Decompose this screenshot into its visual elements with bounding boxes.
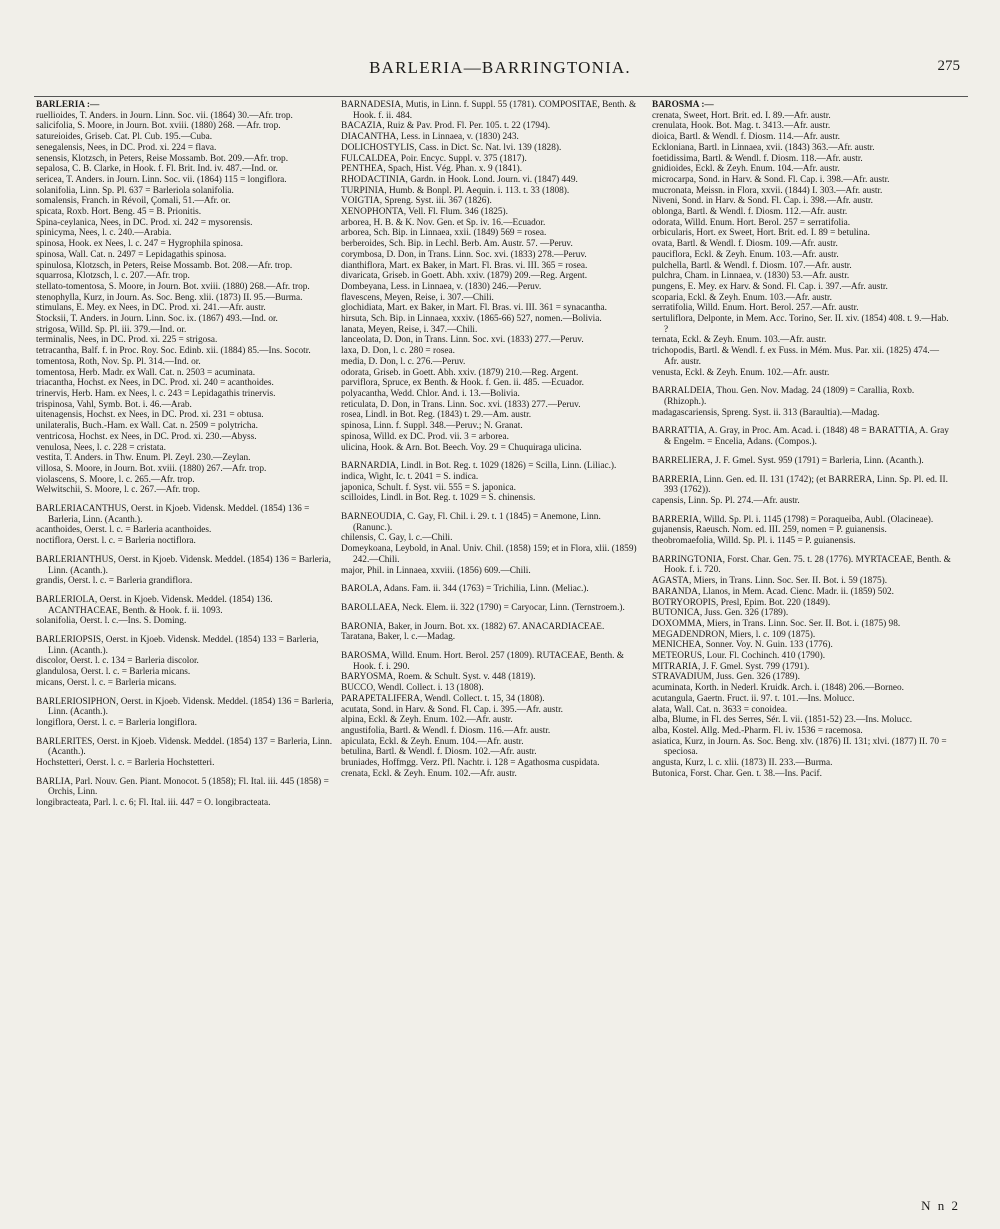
- index-entry: BARNADESIA, Mutis, in Linn. f. Suppl. 55 (1781). COMPOSITAE, Benth. & Hook. f. ii. 484.: [341, 100, 637, 121]
- index-entry: trinervis, Herb. Ham. ex Nees, l. c. 243 = Lepidagathis trinervis.: [36, 388, 276, 399]
- index-entry: major, Phil. in Linnaea, xxviii. (1856) 609.—Chili.: [341, 565, 531, 576]
- index-entry: scoparia, Eckl. & Zeyh. Enum. 103.—Afr. austr.: [652, 292, 832, 303]
- index-entry: Ecklonianа, Bartl. in Linnaea, xvii. (1843) 363.—Afr. austr.: [652, 142, 875, 153]
- index-entry: berberoides, Sch. Bip. in Lechl. Berb. Am. Austr. 57. —Peruv.: [341, 239, 573, 250]
- index-entry: venulosa, Nees, l. c. 228 = cristata.: [36, 442, 166, 453]
- index-entry: acuminata, Korth. in Nederl. Kruidk. Arch. i. (1848) 206.—Borneo.: [652, 683, 904, 694]
- index-entry: spinosa, Linn. f. Suppl. 348.—Peruv.; N. Granat.: [341, 421, 523, 432]
- index-entry: Stocksii, T. Anders. in Journ. Linn. Soc. ix. (1867) 493.—Ind. or.: [36, 314, 278, 325]
- index-entry: ovata, Bartl. & Wendl. f. Diosm. 109.—Afr. austr.: [652, 239, 838, 250]
- index-entry: senegalensis, Nees, in DC. Prod. xi. 224 = flava.: [36, 142, 217, 153]
- index-entry: spinosa, Wall. Cat. n. 2497 = Lepidagathis spinosa.: [36, 249, 227, 260]
- index-entry: ventricosa, Hochst. ex Nees, in DC. Prod. xi. 230.—Abyss.: [36, 431, 257, 442]
- index-entry: BARLERIOSIPHON, Oerst. in Kjoeb. Vidensk. Meddel. (1854) 136 = Barleria, Linn. (Acanth.).: [36, 696, 334, 718]
- index-entry: BARRERIA, Linn. Gen. ed. II. 131 (1742); (et BARRERA, Linn. Sp. Pl. ed. II. 393 (1762)).: [652, 474, 948, 496]
- index-entry: MITRARIA, J. F. Gmel. Syst. 799 (1791).: [652, 661, 810, 672]
- index-entry: odorata, Griseb. in Goett. Abh. xxiv. (1879) 210.—Reg. Argent.: [341, 367, 579, 378]
- index-entry: capensis, Linn. Sp. Pl. 274.—Afr. austr.: [652, 495, 800, 506]
- index-entry: acutata, Sond. in Harv. & Sond. Fl. Cap. i. 395.—Afr. austr.: [341, 704, 563, 715]
- index-entry: somalensis, Franch. in Révoil, Çomali, 51.—Afr. or.: [36, 196, 231, 207]
- index-entry: divaricata, Griseb. in Goett. Abh. xxiv. (1879) 209.—Reg. Argent.: [341, 271, 588, 282]
- index-entry: pulchra, Cham. in Linnaea, v. (1830) 53.—Afr. austr.: [652, 271, 850, 282]
- index-entry: terminalis, Nees, in DC. Prod. xi. 225 = strigosa.: [36, 335, 218, 346]
- index-entry: Welwitschii, S. Moore, l. c. 267.—Afr. trop.: [36, 485, 200, 496]
- index-entry: Butonica, Forst. Char. Gen. t. 38.—Ins. Pacif.: [652, 768, 822, 779]
- index-entry: stellato-tomentosa, S. Moore, in Journ. Bot. xviii. (1880) 268.—Afr. trop.: [36, 281, 310, 292]
- index-entry: noctiflora, Oerst. l. c. = Barleria noctiflora.: [36, 536, 196, 547]
- index-entry: orbicularis, Hort. ex Sweet, Hort. Brit. ed. I. 89 = betulina.: [652, 228, 870, 239]
- index-entry: dioica, Bartl. & Wendl. f. Diosm. 114.—Afr. austr.: [652, 132, 841, 143]
- index-entry: micans, Oerst. l. c. = Barleria micans.: [36, 677, 177, 688]
- header-rule: [34, 96, 968, 97]
- index-entry: glandulosa, Oerst. l. c. = Barleria micans.: [36, 667, 191, 678]
- index-entry: BARYOSMA, Roem. & Schult. Syst. v. 448 (1819).: [341, 672, 536, 683]
- index-entry: media, D. Don, l. c. 276.—Peruv.: [341, 356, 466, 367]
- index-entry: Spina-ceylanica, Nees, in DC. Prod. xi. 242 = mysorensis.: [36, 217, 253, 228]
- index-entry: gujanensis, Raeusch. Nom. ed. III. 259, nomen = P. guianensis.: [652, 525, 887, 536]
- index-entry: BARRELIERA, J. F. Gmel. Syst. 959 (1791) = Barleria, Linn. (Acanth.).: [652, 455, 924, 466]
- index-entry: ruellioides, T. Anders. in Journ. Linn. Soc. vii. (1864) 30.—Afr. trop.: [36, 110, 293, 121]
- index-entry: spinicyma, Nees, l. c. 240.—Arabia.: [36, 228, 172, 239]
- index-entry: PARAPETALIFERA, Wendl. Collect. t. 15, 34 (1808).: [341, 693, 545, 704]
- index-entry: corymbosa, D. Don, in Trans. Linn. Soc. xvi. (1833) 278.—Peruv.: [341, 249, 587, 260]
- index-entry: Dombeyana, Less. in Linnaea, v. (1830) 246.—Peruv.: [341, 281, 542, 292]
- index-entry: trispinosa, Vahl, Symb. Bot. i. 46.—Arab.: [36, 399, 192, 410]
- index-entry: DOLICHOSTYLIS, Cass. in Dict. Sc. Nat. lvi. 139 (1828).: [341, 142, 562, 153]
- index-entry: BARRALDEIA, Thou. Gen. Nov. Madag. 24 (1809) = Carallia, Roxb. (Rhizoph.).: [652, 386, 915, 407]
- index-entry: acanthoides, Oerst. l. c. = Barleria acanthoides.: [36, 525, 212, 536]
- index-entry: arborea, Sch. Bip. in Linnaea, xxii. (1849) 569 = rosea.: [341, 228, 547, 239]
- index-entry: laxa, D. Don, l. c. 280 = rosea.: [341, 346, 455, 357]
- index-entry: BARANDA, Llanos, in Mem. Acad. Cienc. Madr. ii. (1859) 502.: [652, 586, 894, 597]
- index-entry: arborea, H. B. & K. Nov. Gen. et Sp. iv. 16.—Ecuador.: [341, 217, 546, 228]
- index-entry: BAROSMA, Willd. Enum. Hort. Berol. 257 (1809). RUTACEAE, Benth. & Hook. f. i. 290.: [341, 651, 625, 672]
- index-entry: reticulata, D. Don, in Trans. Linn. Soc. xvi. (1833) 277.—Peruv.: [341, 399, 581, 410]
- index-entry: AGASTA, Miers, in Trans. Linn. Soc. Ser. II. Bot. i. 59 (1875).: [652, 576, 888, 587]
- index-entry: microcarpa, Sond. in Harv. & Sond. Fl. Cap. i. 398.—Afr. austr.: [652, 174, 890, 185]
- index-entry: BUCCO, Wendl. Collect. i. 13 (1808).: [341, 683, 484, 694]
- index-entry: VOIGTIA, Spreng. Syst. iii. 367 (1826).: [341, 196, 492, 207]
- index-entry: venusta, Eckl. & Zeyh. Enum. 102.—Afr. austr.: [652, 367, 830, 378]
- index-entry: BARNEOUDIA, C. Gay, Fl. Chil. i. 29. t. 1 (1845) = Anemone, Linn. (Ranunc.).: [341, 512, 601, 533]
- index-entry: apiculata, Eckl. & Zeyh. Enum. 104.—Afr. austr.: [341, 736, 524, 747]
- index-entry: BACAZIA, Ruiz & Pav. Prod. Fl. Per. 105. t. 22 (1794).: [341, 121, 551, 132]
- index-entry: theobromaefolia, Willd. Sp. Pl. i. 1145 = P. guianensis.: [652, 536, 856, 547]
- index-entry: angustifolia, Bartl. & Wendl. f. Diosm. 116.—Afr. austr.: [341, 725, 551, 736]
- index-entry: BUTONICA, Juss. Gen. 326 (1789).: [652, 608, 789, 619]
- index-entry: TURPINIA, Humb. & Bonpl. Pl. Aequin. i. 113. t. 33 (1808).: [341, 185, 570, 196]
- index-entry: crenulata, Hook. Bot. Mag. t. 3413.—Afr. austr.: [652, 121, 831, 132]
- index-entry: tomentosa, Herb. Madr. ex Wall. Cat. n. 2503 = acuminata.: [36, 367, 256, 378]
- index-entry: chilensis, C. Gay, l. c.—Chili.: [341, 533, 453, 544]
- index-entry: spinulosa, Klotzsch, in Peters, Reise Mossamb. Bot. 208.—Afr. trop.: [36, 260, 293, 271]
- index-entry: odorata, Willd. Enum. Hort. Berol. 257 = serratifolia.: [652, 217, 851, 228]
- index-entry: BAROLA, Adans. Fam. ii. 344 (1763) = Trichilia, Linn. (Meliac.).: [341, 584, 589, 595]
- index-entry: sertuliflora, Delponte, in Mem. Acc. Torino, Ser. II. xiv. (1854) 408. t. 9.—Hab. ?: [652, 314, 949, 335]
- index-entry: BAROSMA :—: [652, 100, 714, 110]
- index-entry: BAROLLAEA, Neck. Elem. ii. 322 (1790) = Caryocar, Linn. (Ternstroem.).: [341, 602, 625, 613]
- index-entry: acutangula, Gaertn. Fruct. ii. 97. t. 101.—Ins. Molucc.: [652, 693, 855, 704]
- index-entry: angusta, Kurz, l. c. xlii. (1873) II. 233.—Burma.: [652, 758, 833, 769]
- index-entry: tomentosa, Roth, Nov. Sp. Pl. 314.—Ind. or.: [36, 356, 201, 367]
- index-entry: hirsuta, Sch. Bip. in Linnaea, xxxiv. (1865-66) 527, nomen.—Bolivia.: [341, 314, 602, 325]
- index-entry: japonica, Schult. f. Syst. vii. 555 = S. japonica.: [341, 482, 516, 493]
- index-entry: stenophylla, Kurz, in Journ. As. Soc. Beng. xlii. (1873) II. 95.—Burma.: [36, 292, 303, 303]
- index-entry: FULCALDEA, Poir. Encyc. Suppl. v. 375 (1817).: [341, 153, 527, 164]
- index-entry: alata, Wall. Cat. n. 3633 = conoidea.: [652, 704, 788, 715]
- index-entry: BARRATTIA, A. Gray, in Proc. Am. Acad. i. (1848) 48 = BARATTIA, A. Gray & Engelm. = Encelia, Adans. (Compos.).: [652, 426, 949, 448]
- index-entry: rosea, Lindl. in Bot. Reg. (1843) t. 29.—Am. austr.: [341, 410, 532, 421]
- index-entry: alba, Kostel. Allg. Med.-Pharm. Fl. iv. 1536 = racemosa.: [652, 725, 863, 736]
- index-entry: strigosa, Willd. Sp. Pl. iii. 379.—Ind. or.: [36, 324, 187, 335]
- index-entry: discolor, Oerst. l. c. 134 = Barleria discolor.: [36, 656, 199, 667]
- index-entry: vestita, T. Anders. in Thw. Enum. Pl. Zeyl. 230.—Zeylan.: [36, 453, 251, 464]
- index-entry: stimulans, E. Mey. ex Nees, in DC. Prod. xi. 241.—Afr. austr.: [36, 303, 266, 314]
- index-entry: BOTRYOROPIS, Presl, Epim. Bot. 220 (1849).: [652, 597, 831, 608]
- index-entry: uitenagensis, Hochst. ex Nees, in DC. Prod. xi. 231 = obtusa.: [36, 410, 264, 421]
- index-entry: salicifolia, S. Moore, in Journ. Bot. xviii. (1880) 268. —Afr. trop.: [36, 121, 281, 132]
- index-entry: BARLERIOLA, Oerst. in Kjoeb. Vidensk. Meddel. (1854) 136. ACANTHACEAE, Benth. & Hook. f. ii. 1093.: [36, 594, 273, 616]
- index-entry: pauciflora, Eckl. & Zeyh. Enum. 103.—Afr. austr.: [652, 249, 839, 260]
- index-entry: satureioides, Griseb. Cat. Pl. Cub. 195.—Cuba.: [36, 132, 213, 143]
- running-title: BARLERIA—BARRINGTONIA.: [369, 58, 631, 77]
- index-entry: XENOPHONTA, Vell. Fl. Flum. 346 (1825).: [341, 207, 508, 218]
- index-entry: indica, Wight, Ic. t. 2041 = S. indica.: [341, 471, 479, 482]
- index-entry: solanifolia, Linn. Sp. Pl. 637 = Barleriola solanifolia.: [36, 185, 234, 196]
- index-entry: pulchella, Bartl. & Wendl. f. Diosm. 107.—Afr. austr.: [652, 260, 852, 271]
- index-entry: mucronata, Meissn. in Flora, xxvii. (1844) I. 303.—Afr. austr.: [652, 185, 883, 196]
- index-entry: Taratana, Baker, l. c.—Madag.: [341, 632, 456, 643]
- index-entry: lanceolata, D. Don, in Trans. Linn. Soc. xvi. (1833) 277.—Peruv.: [341, 335, 584, 346]
- index-entry: BARRINGTONIA, Forst. Char. Gen. 75. t. 28 (1776). MYRTACEAE, Benth. & Hook. f. i. 720.: [652, 554, 951, 576]
- page-header: [0, 58, 1000, 86]
- index-entry: villosa, S. Moore, in Journ. Bot. xviii. (1880) 267.—Afr. trop.: [36, 463, 267, 474]
- index-entry: DIACANTHA, Less. in Linnaea, v. (1830) 243.: [341, 132, 519, 143]
- index-entry: longibracteata, Parl. l. c. 6; Fl. Ital. iii. 447 = O. longibracteata.: [36, 798, 271, 809]
- index-entry: MEGADENDRON, Miers, l. c. 109 (1875).: [652, 629, 816, 640]
- index-entry: spinosa, Willd. ex DC. Prod. vii. 3 = arborea.: [341, 431, 509, 442]
- signature-mark: N n 2: [921, 1198, 960, 1213]
- index-entry: BARNARDIA, Lindl. in Bot. Reg. t. 1029 (1826) = Scilla, Linn. (Liliac.).: [341, 461, 617, 472]
- index-entry: BARLERITES, Oerst. in Kjoeb. Vidensk. Meddel. (1854) 137 = Barleria, Linn. (Acanth.).: [36, 736, 333, 758]
- index-entry: sericea, T. Anders. in Journ. Linn. Soc. vii. (1864) 115 = longiflora.: [36, 174, 287, 185]
- index-entry: foetidissima, Bartl. & Wendl. f. Diosm. 118.—Afr. austr.: [652, 153, 863, 164]
- index-entry: tetracantha, Balf. f. in Proc. Roy. Soc. Edinb. xii. (1884) 85.—Ins. Socotr.: [36, 346, 311, 357]
- index-entry: glochidiata, Mart. ex Baker, in Mart. Fl. Bras. vi. III. 361 = synacantha.: [341, 303, 607, 314]
- index-entry: spicata, Roxb. Hort. Beng. 45 = B. Prionitis.: [36, 207, 202, 218]
- column-right: [652, 100, 952, 779]
- index-entry: PENTHEA, Spach, Hist. Vég. Phan. x. 9 (1841).: [341, 164, 523, 175]
- index-entry: MENICHEA, Sonner. Voy. N. Guin. 133 (1776).: [652, 640, 833, 651]
- index-entry: BARONIA, Baker, in Journ. Bot. xx. (1882) 67. ANACARDIACEAE.: [341, 621, 605, 632]
- index-entry: BARLERIA :—: [36, 100, 100, 110]
- index-entry: BARLIA, Parl. Nouv. Gen. Piant. Monocot. 5 (1858); Fl. Ital. iii. 445 (1858) = Orchis, Linn.: [36, 776, 329, 798]
- index-entry: serratifolia, Willd. Enum. Hort. Berol. 257.—Afr. austr.: [652, 303, 859, 314]
- index-entry: ulicina, Hook. & Arn. Bot. Beech. Voy. 29 = Chuquiraga ulicina.: [341, 442, 582, 453]
- index-entry: Domeykoana, Leybold, in Anal. Univ. Chil. (1858) 159; et in Flora, xlii. (1859) 242.—Chili.: [341, 544, 637, 565]
- index-entry: pungens, E. Mey. ex Harv. & Sond. Fl. Cap. i. 397.—Afr. austr.: [652, 281, 888, 292]
- column-left: [36, 100, 336, 809]
- index-entry: RHODACTINIA, Gardn. in Hook. Lond. Journ. vi. (1847) 449.: [341, 174, 578, 185]
- index-entry: senensis, Klotzsch, in Peters, Reise Mossamb. Bot. 209.—Afr. trop.: [36, 153, 289, 164]
- index-entry: BARLERIACANTHUS, Oerst. in Kjoeb. Vidensk. Meddel. (1854) 136 = Barleria, Linn. (Acanth.).: [36, 504, 310, 525]
- index-entry: BARRERIA, Willd. Sp. Pl. i. 1145 (1798) = Poraqueiba, Aubl. (Olacineae).: [652, 514, 934, 525]
- index-entry: crenata, Eckl. & Zeyh. Enum. 102.—Afr. austr.: [341, 768, 517, 779]
- index-entry: trichopodis, Bartl. & Wendl. f. ex Fuss. in Mém. Mus. Par. xii. (1825) 474.—Afr. austr.: [652, 346, 940, 367]
- index-entry: BARLERIOPSIS, Oerst. in Kjoeb. Vidensk. Meddel. (1854) 133 = Barleria, Linn. (Acanth.).: [36, 635, 319, 656]
- index-entry: unilateralis, Buch.-Ham. ex Wall. Cat. n. 2509 = polytricha.: [36, 421, 258, 432]
- index-entry: squarrosa, Klotzsch, l. c. 207.—Afr. trop.: [36, 271, 190, 282]
- index-entry: lanata, Meyen, Reise, i. 347.—Chili.: [341, 324, 478, 335]
- index-entry: parviflora, Spruce, ex Benth. & Hook. f. Gen. ii. 485. —Ecuador.: [341, 378, 584, 389]
- index-entry: polyacantha, Wedd. Chlor. And. i. 13.—Bolivia.: [341, 388, 520, 399]
- index-entry: alpina, Eckl. & Zeyh. Enum. 102.—Afr. austr.: [341, 715, 513, 726]
- index-entry: asiatica, Kurz, in Journ. As. Soc. Beng. xlv. (1876) II. 131; xlvi. (1877) II. 70 = speciosa.: [652, 736, 947, 758]
- index-entry: scilloides, Lindl. in Bot. Reg. t. 1029 = S. chinensis.: [341, 493, 536, 504]
- index-entry: STRAVADIUM, Juss. Gen. 326 (1789).: [652, 672, 800, 683]
- index-entry: METEORUS, Lour. Fl. Cochinch. 410 (1790).: [652, 651, 826, 662]
- index-entry: violascens, S. Moore, l. c. 265.—Afr. trop.: [36, 474, 195, 485]
- index-entry: oblonga, Bartl. & Wendl. f. Diosm. 112.—Afr. austr.: [652, 207, 848, 218]
- index-entry: dianthiflora, Mart. ex Baker, in Mart. Fl. Bras. vi. III. 365 = rosea.: [341, 260, 588, 271]
- index-entry: ternata, Eckl. & Zeyh. Enum. 103.—Afr. austr.: [652, 335, 827, 346]
- column-middle: [341, 100, 641, 779]
- index-entry: alba, Blume, in Fl. des Serres, Sér. I. vii. (1851-52) 23.—Ins. Molucc.: [652, 715, 913, 726]
- index-entry: Niveni, Sond. in Harv. & Sond. Fl. Cap. i. 398.—Afr. austr.: [652, 196, 873, 207]
- index-entry: grandis, Oerst. l. c. = Barleria grandiflora.: [36, 576, 193, 587]
- index-entry: flavescens, Meyen, Reise, i. 307.—Chili.: [341, 292, 494, 303]
- index-entry: longiflora, Oerst. l. c. = Barleria longiflora.: [36, 717, 197, 728]
- index-entry: betulina, Bartl. & Wendl. f. Diosm. 102.—Afr. austr.: [341, 747, 537, 758]
- index-entry: spinosa, Hook. ex Nees, l. c. 247 = Hygrophila spinosa.: [36, 239, 243, 250]
- index-entry: sepalosa, C. B. Clarke, in Hook. f. Fl. Brit. Ind. iv. 487.—Ind. or.: [36, 164, 278, 175]
- page-number: 275: [937, 58, 960, 74]
- index-entry: solanifolia, Oerst. l. c.—Ins. S. Doming.: [36, 616, 187, 627]
- index-entry: BARLERIANTHUS, Oerst. in Kjoeb. Vidensk. Meddel. (1854) 136 = Barleria, Linn. (Acanth.).: [36, 554, 331, 576]
- index-entry: bruniades, Hoffmgg. Verz. Pfl. Nachtr. i. 128 = Agathosma cuspidata.: [341, 758, 600, 769]
- index-entry: triacantha, Hochst. ex Nees, in DC. Prod. xi. 240 = acanthoides.: [36, 378, 274, 389]
- index-entry: madagascariensis, Spreng. Syst. ii. 313 (Baraultia).—Madag.: [652, 407, 880, 418]
- index-entry: DOXOMMA, Miers, in Trans. Linn. Soc. Ser. II. Bot. i. (1875) 98.: [652, 618, 901, 629]
- index-entry: crenata, Sweet, Hort. Brit. ed. I. 89.—Afr. austr.: [652, 110, 831, 121]
- index-entry: Hochstetteri, Oerst. l. c. = Barleria Hochstetteri.: [36, 758, 215, 769]
- index-entry: gnidioides, Eckl. & Zeyh. Enum. 104.—Afr. austr.: [652, 164, 840, 175]
